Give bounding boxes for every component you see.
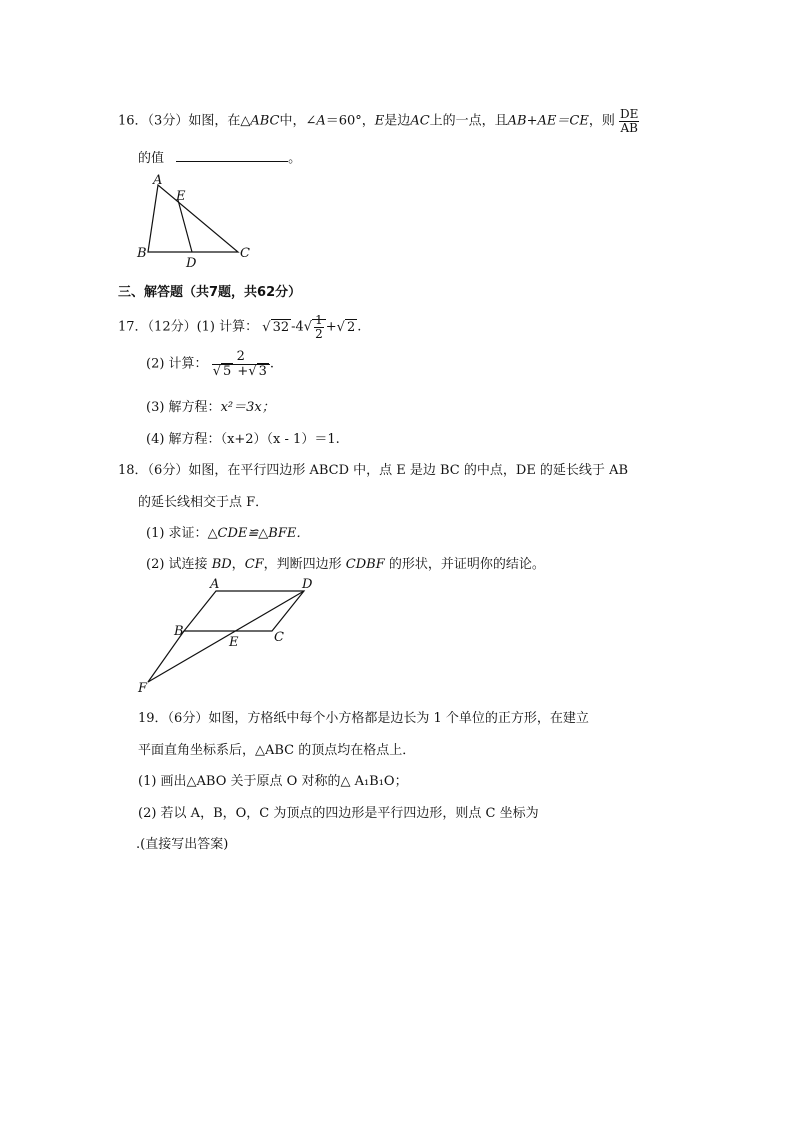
q16-triangle-figure [130,170,270,270]
q19-part1: (1) 画出△ABO 关于原点 O 对称的△ A₁B₁O； [138,774,408,789]
de-over-ab-fraction: $\frac{DE}{AB}$ [619,107,639,135]
q18-part2: (2) 试连接 BD，CF，判断四边形 CDBF 的形状，并证明你的结论。 [146,557,545,572]
label-e: E [229,635,239,650]
label-d: D [302,577,313,592]
q17-part2: (2) 计算： $\frac{2}{√ 5 +√ 3}$ . [146,349,275,379]
label-a: A [210,577,220,592]
q16-line1: 16．（3分）如图，在△ABC中，∠A＝60°，E是边AC上的一点，且AB+AE＝CE，则 $\frac{DE}{AB}$ [118,107,639,135]
q19-line2: 平面直角坐标系后，△ABC 的顶点均在格点上． [138,743,416,758]
parallelogram-abcd [184,591,304,631]
two-over-sqrt-sum-fraction: $\frac{2}{√ 5 +√ 3}$ [212,350,270,378]
q18-line1: 18．（6分）如图，在平行四边形 ABCD 中，点 E 是边 BC 的中点，DE 的延长线于 AB [118,463,629,478]
label-c: C [240,246,250,261]
label-b: B [174,624,184,639]
label-a: A [153,173,163,188]
q19-part2-end: .(直接写出答案) [136,837,229,852]
q17-part3: (3) 解方程：x²＝3x； [146,400,275,415]
sqrt-half: √ $\frac{1}{2}$ [304,314,326,340]
q17-part4: (4) 解方程：（x+2）（x - 1）＝1. [146,432,340,447]
sqrt-32: √ 32 [262,319,290,335]
q19-line1: 19．（6分）如图，方格纸中每个小方格都是边长为 1 个单位的正方形，在建立 [138,711,589,726]
q18-parallelogram-figure [134,574,334,696]
label-b: B [137,246,147,261]
triangle-abc [148,185,238,252]
label-f: F [138,681,148,696]
label-c: C [274,630,284,645]
q18-part1: (1) 求证：△CDE≌△BFE． [146,526,310,541]
label-d: D [186,256,197,270]
label-e: E [176,189,186,204]
section-title: 三、解答题（共7题，共62分） [118,285,302,300]
answer-blank[interactable] [176,160,288,162]
q16-line2: 的值 。 [138,151,302,166]
q19-part2: (2) 若以 A，B，O，C 为顶点的四边形是平行四边形，则点 C 坐标为 [138,806,539,821]
q18-line2: 的延长线相交于点 F． [138,495,269,510]
sqrt-2: √ 2 [336,319,356,335]
q17-line1: 17．（12分）(1) 计算： √ 32 -4√ $\frac{1}{2}$ +√ 2 . [118,313,362,341]
